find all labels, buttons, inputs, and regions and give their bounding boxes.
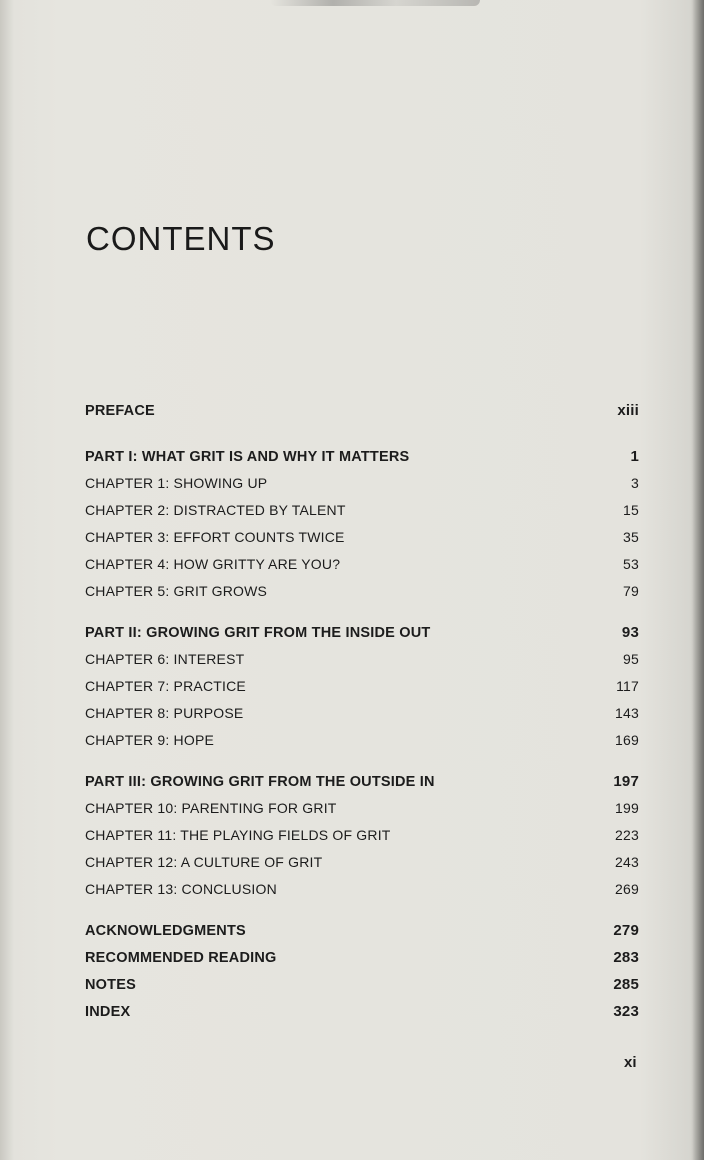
toc-chapter-entry bbox=[85, 556, 639, 572]
toc-entry-label: CHAPTER 12: A CULTURE OF GRIT bbox=[85, 854, 323, 870]
toc-part-entry bbox=[85, 773, 639, 790]
contents-heading: CONTENTS bbox=[86, 220, 276, 258]
toc-entry-label: PREFACE bbox=[85, 403, 155, 419]
toc-part-entry bbox=[85, 976, 639, 993]
toc-entry-label: CHAPTER 4: HOW GRITTY ARE YOU? bbox=[85, 556, 341, 572]
toc-entry-label: PART II: GROWING GRIT FROM THE INSIDE OUT bbox=[85, 625, 431, 641]
toc-entry-page-number: 53 bbox=[623, 556, 639, 572]
toc-entry-label: CHAPTER 3: EFFORT COUNTS TWICE bbox=[85, 529, 345, 545]
toc-entry-page-number: 285 bbox=[613, 976, 639, 993]
toc-entry-page-number: 117 bbox=[616, 678, 639, 694]
toc-entry-label: NOTES bbox=[85, 977, 136, 993]
toc-chapter-entry bbox=[85, 881, 639, 897]
toc-chapter-entry bbox=[85, 502, 639, 518]
toc-chapter-entry bbox=[85, 827, 639, 843]
toc-entry-label: INDEX bbox=[85, 1004, 131, 1020]
top-edge-marks bbox=[270, 0, 480, 6]
toc-entry-label: CHAPTER 6: INTEREST bbox=[85, 651, 245, 667]
toc-chapter-entry bbox=[85, 732, 639, 748]
toc-entry-page-number: 15 bbox=[623, 502, 639, 518]
toc-entry-page-number: 169 bbox=[615, 732, 639, 748]
toc-part-entry bbox=[85, 1003, 639, 1020]
toc-entry-label: CHAPTER 7: PRACTICE bbox=[85, 678, 246, 694]
toc-entry-page-number: 79 bbox=[623, 583, 639, 599]
toc-chapter-entry bbox=[85, 705, 639, 721]
page-edge-shadow bbox=[692, 0, 704, 1160]
toc-entry-label: CHAPTER 2: DISTRACTED BY TALENT bbox=[85, 502, 346, 518]
toc-part-entry bbox=[85, 402, 639, 419]
toc-entry-label: RECOMMENDED READING bbox=[85, 950, 277, 966]
toc-chapter-entry bbox=[85, 678, 639, 694]
toc-entry-page-number: 279 bbox=[613, 922, 639, 939]
toc-entry-label: CHAPTER 1: SHOWING UP bbox=[85, 475, 268, 491]
toc-chapter-entry bbox=[85, 475, 639, 491]
toc-chapter-entry bbox=[85, 854, 639, 870]
toc-entry-page-number: 1 bbox=[630, 448, 639, 465]
toc-entry-page-number: 283 bbox=[613, 949, 639, 966]
toc-entry-page-number: 95 bbox=[623, 651, 639, 667]
toc-entry-page-number: 35 bbox=[623, 529, 639, 545]
toc-entry-page-number: 223 bbox=[615, 827, 639, 843]
toc-part-entry bbox=[85, 624, 639, 641]
toc-part-entry bbox=[85, 448, 639, 465]
toc-chapter-entry bbox=[85, 800, 639, 816]
toc-part-entry bbox=[85, 949, 639, 966]
toc-entry-page-number: 3 bbox=[631, 475, 639, 491]
toc-entry-page-number: xiii bbox=[617, 402, 639, 419]
toc-entry-label: CHAPTER 9: HOPE bbox=[85, 732, 215, 748]
toc-entry-page-number: 143 bbox=[615, 705, 639, 721]
toc-chapter-entry bbox=[85, 529, 639, 545]
toc-chapter-entry bbox=[85, 651, 639, 667]
toc-chapter-entry bbox=[85, 583, 639, 599]
toc-entry-page-number: 269 bbox=[615, 881, 639, 897]
toc-entry-page-number: 323 bbox=[613, 1003, 639, 1020]
toc-part-entry bbox=[85, 922, 639, 939]
toc-entry-label: CHAPTER 8: PURPOSE bbox=[85, 705, 244, 721]
toc-entry-label: ACKNOWLEDGMENTS bbox=[85, 923, 246, 939]
page-number: xi bbox=[624, 1054, 637, 1071]
toc-entry-label: PART III: GROWING GRIT FROM THE OUTSIDE IN bbox=[85, 774, 435, 790]
toc-entry-label: PART I: WHAT GRIT IS AND WHY IT MATTERS bbox=[85, 449, 410, 465]
toc-entry-page-number: 243 bbox=[615, 854, 639, 870]
toc-entry-label: CHAPTER 10: PARENTING FOR GRIT bbox=[85, 800, 337, 816]
toc-entry-page-number: 199 bbox=[615, 800, 639, 816]
toc-entry-page-number: 93 bbox=[621, 624, 639, 641]
toc-entry-label: CHAPTER 11: THE PLAYING FIELDS OF GRIT bbox=[85, 827, 391, 843]
toc-entry-label: CHAPTER 5: GRIT GROWS bbox=[85, 583, 268, 599]
toc-entry-page-number: 197 bbox=[613, 773, 639, 790]
toc-entry-label: CHAPTER 13: CONCLUSION bbox=[85, 881, 277, 897]
